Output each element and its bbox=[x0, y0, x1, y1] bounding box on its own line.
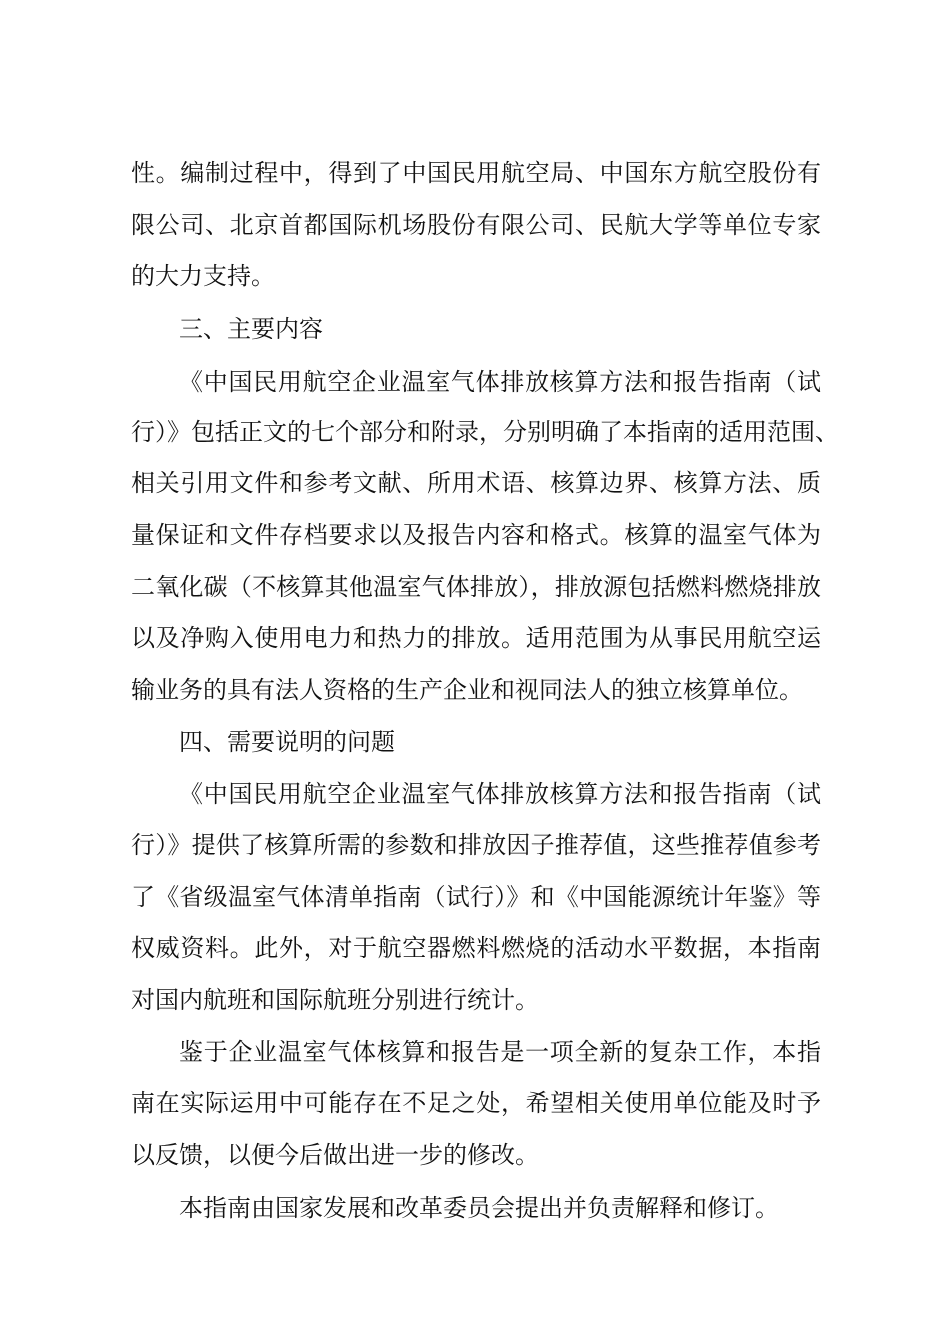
paragraph-line: 以反馈，以便今后做出进一步的修改。 bbox=[131, 1141, 539, 1169]
paragraph-line: 权威资料。此外，对于航空器燃料燃烧的活动水平数据，本指南 bbox=[131, 934, 821, 962]
section-heading-main-content: 三、主要内容 bbox=[179, 315, 323, 343]
paragraph-line: 《中国民用航空企业温室气体排放核算方法和报告指南（试 bbox=[179, 780, 821, 808]
paragraph-line: 以及净购入使用电力和热力的排放。适用范围为从事民用航空运 bbox=[131, 624, 821, 652]
paragraph-line: 了《省级温室气体清单指南（试行）》和《中国能源统计年鉴》等 bbox=[131, 883, 821, 911]
paragraph-line: 南在实际运用中可能存在不足之处，希望相关使用单位能及时予 bbox=[131, 1089, 821, 1117]
paragraph-line: 鉴于企业温室气体核算和报告是一项全新的复杂工作，本指 bbox=[179, 1038, 821, 1066]
paragraph-line: 性。编制过程中，得到了中国民用航空局、中国东方航空股份有 bbox=[131, 159, 821, 187]
paragraph-line: 量保证和文件存档要求以及报告内容和格式。核算的温室气体为 bbox=[131, 521, 821, 549]
paragraph-line: 的大力支持。 bbox=[131, 262, 275, 290]
paragraph-line: 行）》提供了核算所需的参数和排放因子推荐值，这些推荐值参考 bbox=[131, 831, 821, 859]
paragraph-line: 本指南由国家发展和改革委员会提出并负责解释和修订。 bbox=[179, 1194, 779, 1222]
paragraph-line: 输业务的具有法人资格的生产企业和视同法人的独立核算单位。 bbox=[131, 676, 803, 704]
paragraph-line: 相关引用文件和参考文献、所用术语、核算边界、核算方法、质 bbox=[131, 469, 821, 497]
paragraph-line: 《中国民用航空企业温室气体排放核算方法和报告指南（试 bbox=[179, 368, 821, 396]
section-heading-issues: 四、需要说明的问题 bbox=[179, 728, 395, 756]
paragraph-line: 行）》包括正文的七个部分和附录，分别明确了本指南的适用范围、 bbox=[131, 418, 839, 446]
paragraph-line: 限公司、北京首都国际机场股份有限公司、民航大学等单位专家 bbox=[131, 211, 821, 239]
paragraph-line: 对国内航班和国际航班分别进行统计。 bbox=[131, 986, 539, 1014]
paragraph-line: 二氧化碳（不核算其他温室气体排放），排放源包括燃料燃烧排放 bbox=[131, 573, 821, 601]
